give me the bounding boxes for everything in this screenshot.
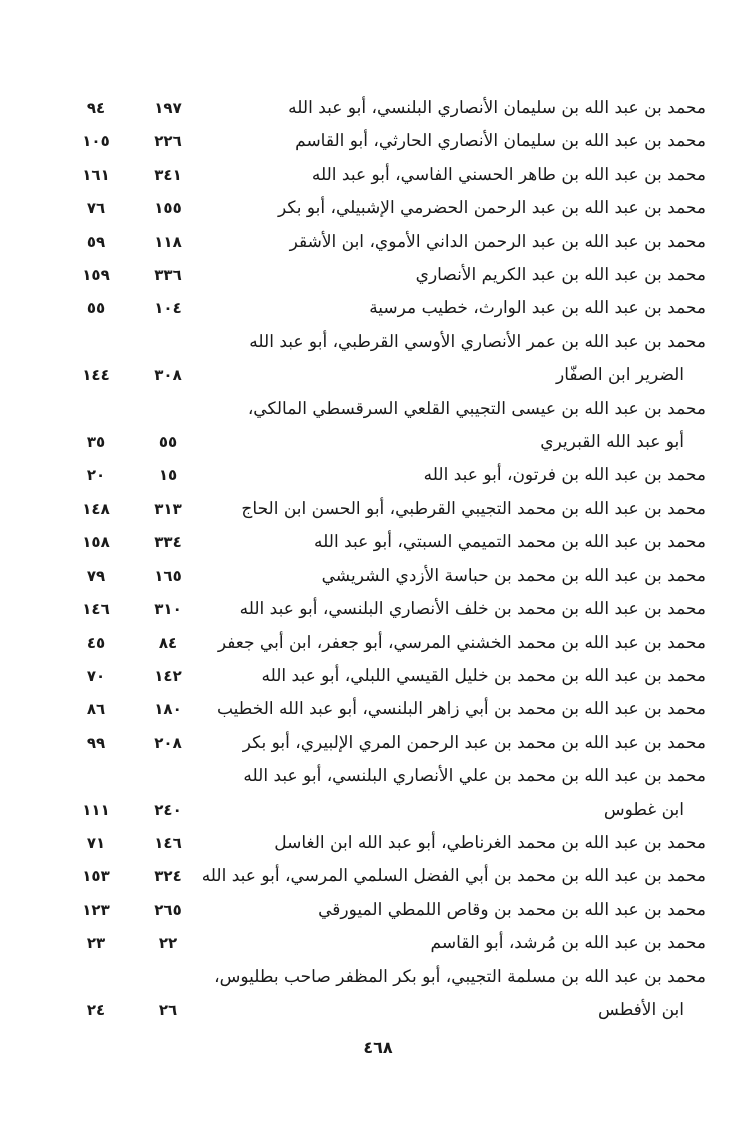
- index-entry: [70, 560, 706, 593]
- index-entry: [70, 961, 706, 1028]
- entry-name-line: محمد بن عبد الله بن محمد التجيبي القرطبي، أبو الحسن ابن الحاج: [241, 498, 706, 519]
- entry-number-mid: ٢٢٦: [154, 132, 182, 151]
- entry-number-left: ٨٦: [86, 700, 106, 719]
- entry-number-mid: ١٠٤: [154, 299, 182, 318]
- entry-number-mid: ٢٠٨: [154, 733, 182, 752]
- entry-number-left: ١٥٣: [82, 867, 110, 886]
- entry-number-mid: ٢٦٥: [154, 900, 182, 919]
- entry-number-mid: ٣٠٨: [154, 366, 182, 385]
- index-entry: [70, 660, 706, 693]
- entry-number-left: ٧٦: [86, 199, 106, 218]
- index-entry: [70, 125, 706, 158]
- entry-name-line: محمد بن عبد الله بن طاهر الحسني الفاسي، أبو عبد الله: [311, 164, 706, 185]
- entry-number-left: ١٥٨: [82, 533, 110, 552]
- index-entry: [70, 693, 706, 726]
- entry-number-left: ٢٤: [86, 1000, 106, 1019]
- index-entry: [70, 627, 706, 660]
- index-entry: [70, 326, 706, 393]
- entry-name-line: محمد بن عبد الله بن محمد بن علي الأنصاري البلنسي، أبو عبد الله: [243, 766, 706, 787]
- index-entry: [70, 727, 706, 760]
- entry-name-line: محمد بن عبد الله بن محمد بن خلف الأنصاري البلنسي، أبو عبد الله: [239, 599, 706, 620]
- entry-number-left: ٤٥: [86, 633, 106, 652]
- entry-name-line: محمد بن عبد الله بن مُرشد، أبو القاسم: [430, 933, 706, 954]
- entry-number-mid: ٨٤: [158, 633, 178, 652]
- entry-number-left: ١٤٦: [82, 600, 110, 619]
- entry-number-left: ٩٤: [86, 99, 106, 117]
- index-entry: [70, 860, 706, 893]
- entry-name-line: محمد بن عبد الله بن فرتون، أبو عبد الله: [423, 465, 706, 486]
- entry-number-left: ١٥٩: [82, 266, 110, 285]
- entry-name-line: محمد بن عبد الله بن عبد الرحمن الحضرمي الإشبيلي، أبو بكر: [277, 198, 706, 219]
- entry-name-line: محمد بن عبد الله بن عبد الكريم الأنصاري: [415, 265, 706, 286]
- entry-number-mid: ١١٨: [154, 232, 182, 251]
- entry-name-line: محمد بن عبد الله بن محمد بن أبي الفضل السلمي المرسي، أبو عبد الله: [201, 866, 706, 887]
- entry-number-left: ١١١: [82, 800, 110, 819]
- index-entry: [70, 927, 706, 960]
- entry-number-left: ٥٩: [86, 232, 106, 251]
- index-entry: [70, 259, 706, 292]
- entry-name-line: محمد بن عبد الله بن محمد بن خليل القيسي اللبلي، أبو عبد الله: [261, 665, 706, 686]
- entry-number-left: ١٢٣: [82, 900, 110, 919]
- entry-number-left: ٣٥: [86, 433, 106, 452]
- entry-name-continuation: ابن غطوس: [603, 799, 684, 820]
- entry-number-left: ٧٩: [86, 566, 106, 585]
- entry-number-mid: ٣١٣: [154, 499, 182, 518]
- entry-name-line: محمد بن عبد الله بن مسلمة التجيبي، أبو بكر المظفر صاحب بطليوس،: [214, 966, 706, 987]
- index-entry: [70, 92, 706, 125]
- entry-number-left: ٩٩: [86, 733, 106, 752]
- entry-number-mid: ٢٦: [158, 1000, 178, 1019]
- index-entry: [70, 827, 706, 860]
- entry-name-line: محمد بن عبد الله بن محمد التميمي السبتي، أبو عبد الله: [314, 532, 706, 553]
- index-entry: [70, 593, 706, 626]
- entry-number-left: ١٦١: [82, 165, 110, 184]
- index-entry: [70, 393, 706, 460]
- index-entry: [70, 526, 706, 559]
- entry-number-left: ٢٠: [86, 466, 106, 485]
- entry-name-line: محمد بن عبد الله بن محمد بن وقاص اللمطي الميورقي: [318, 899, 706, 920]
- entry-name-line: محمد بن عبد الله بن عمر الأنصاري الأوسي القرطبي، أبو عبد الله: [249, 331, 706, 352]
- entry-name-line: محمد بن عبد الله بن سليمان الأنصاري الحارثي، أبو القاسم: [295, 131, 706, 152]
- entry-name-line: محمد بن عبد الله بن سليمان الأنصاري البلنسي، أبو عبد الله: [288, 98, 706, 118]
- entry-number-mid: ٣٢٤: [154, 867, 182, 886]
- entry-name-line: محمد بن عبد الله بن محمد الخشني المرسي، أبو جعفر، ابن أبي جعفر: [217, 632, 706, 653]
- entry-name-continuation: ابن الأفطس: [598, 999, 684, 1020]
- index-entry: [70, 894, 706, 927]
- entry-number-mid: ٣١٠: [154, 600, 182, 619]
- index-entry: [70, 292, 706, 325]
- entry-number-left: ١٤٨: [82, 499, 110, 518]
- entry-number-mid: ١٦٥: [154, 566, 182, 585]
- entry-number-left: ٢٣: [86, 934, 106, 953]
- index-entry: [70, 192, 706, 225]
- entry-name-line: محمد بن عبد الله بن عيسى التجيبي القلعي السرقسطي المالكي،: [247, 398, 706, 419]
- entry-name-continuation: أبو عبد الله القبريري: [540, 432, 684, 453]
- index-entry: [70, 226, 706, 259]
- entry-number-mid: ٢٢: [158, 934, 178, 953]
- entry-number-mid: ٣٣٦: [154, 266, 182, 285]
- entry-number-mid: ٣٣٤: [154, 533, 182, 552]
- entry-name-continuation: الضرير ابن الصفّار: [556, 365, 684, 386]
- entry-number-mid: ١٤٦: [154, 833, 182, 852]
- index-list: [70, 92, 706, 1027]
- entry-number-mid: ١٤٢: [154, 666, 182, 685]
- entry-name-line: محمد بن عبد الله بن محمد بن عبد الرحمن المري الإلبيري، أبو بكر: [242, 732, 706, 753]
- entry-number-mid: ١٥: [158, 466, 178, 485]
- entry-number-mid: ٥٥: [158, 433, 178, 452]
- page-number: ٤٦٨: [363, 1038, 393, 1057]
- index-entry: [70, 159, 706, 192]
- entry-number-mid: ١٨٠: [154, 700, 182, 719]
- entry-number-mid: ١٥٥: [154, 199, 182, 218]
- entry-name-line: محمد بن عبد الله بن عبد الوارث، خطيب مرسية: [369, 298, 706, 319]
- entry-name-line: محمد بن عبد الله بن عبد الرحمن الداني الأموي، ابن الأشقر: [289, 231, 706, 252]
- entry-number-left: ٥٥: [86, 299, 106, 318]
- entry-number-left: ٧٠: [86, 666, 106, 685]
- entry-number-mid: ٣٤١: [154, 165, 182, 184]
- entry-number-left: ١٠٥: [82, 132, 110, 151]
- index-entry: [70, 493, 706, 526]
- index-entry: [70, 760, 706, 827]
- entry-number-left: ١٤٤: [82, 366, 110, 385]
- entry-name-line: محمد بن عبد الله بن محمد بن حباسة الأزدي الشريشي: [321, 565, 706, 586]
- index-entry: [70, 459, 706, 492]
- entry-number-mid: ٢٤٠: [154, 800, 182, 819]
- entry-number-mid: ١٩٧: [154, 99, 182, 117]
- entry-name-line: محمد بن عبد الله بن محمد الغرناطي، أبو عبد الله ابن الغاسل: [274, 832, 706, 853]
- entry-name-line: محمد بن عبد الله بن محمد بن أبي زاهر البلنسي، أبو عبد الله الخطيب: [216, 699, 706, 720]
- entry-number-left: ٧١: [86, 833, 106, 852]
